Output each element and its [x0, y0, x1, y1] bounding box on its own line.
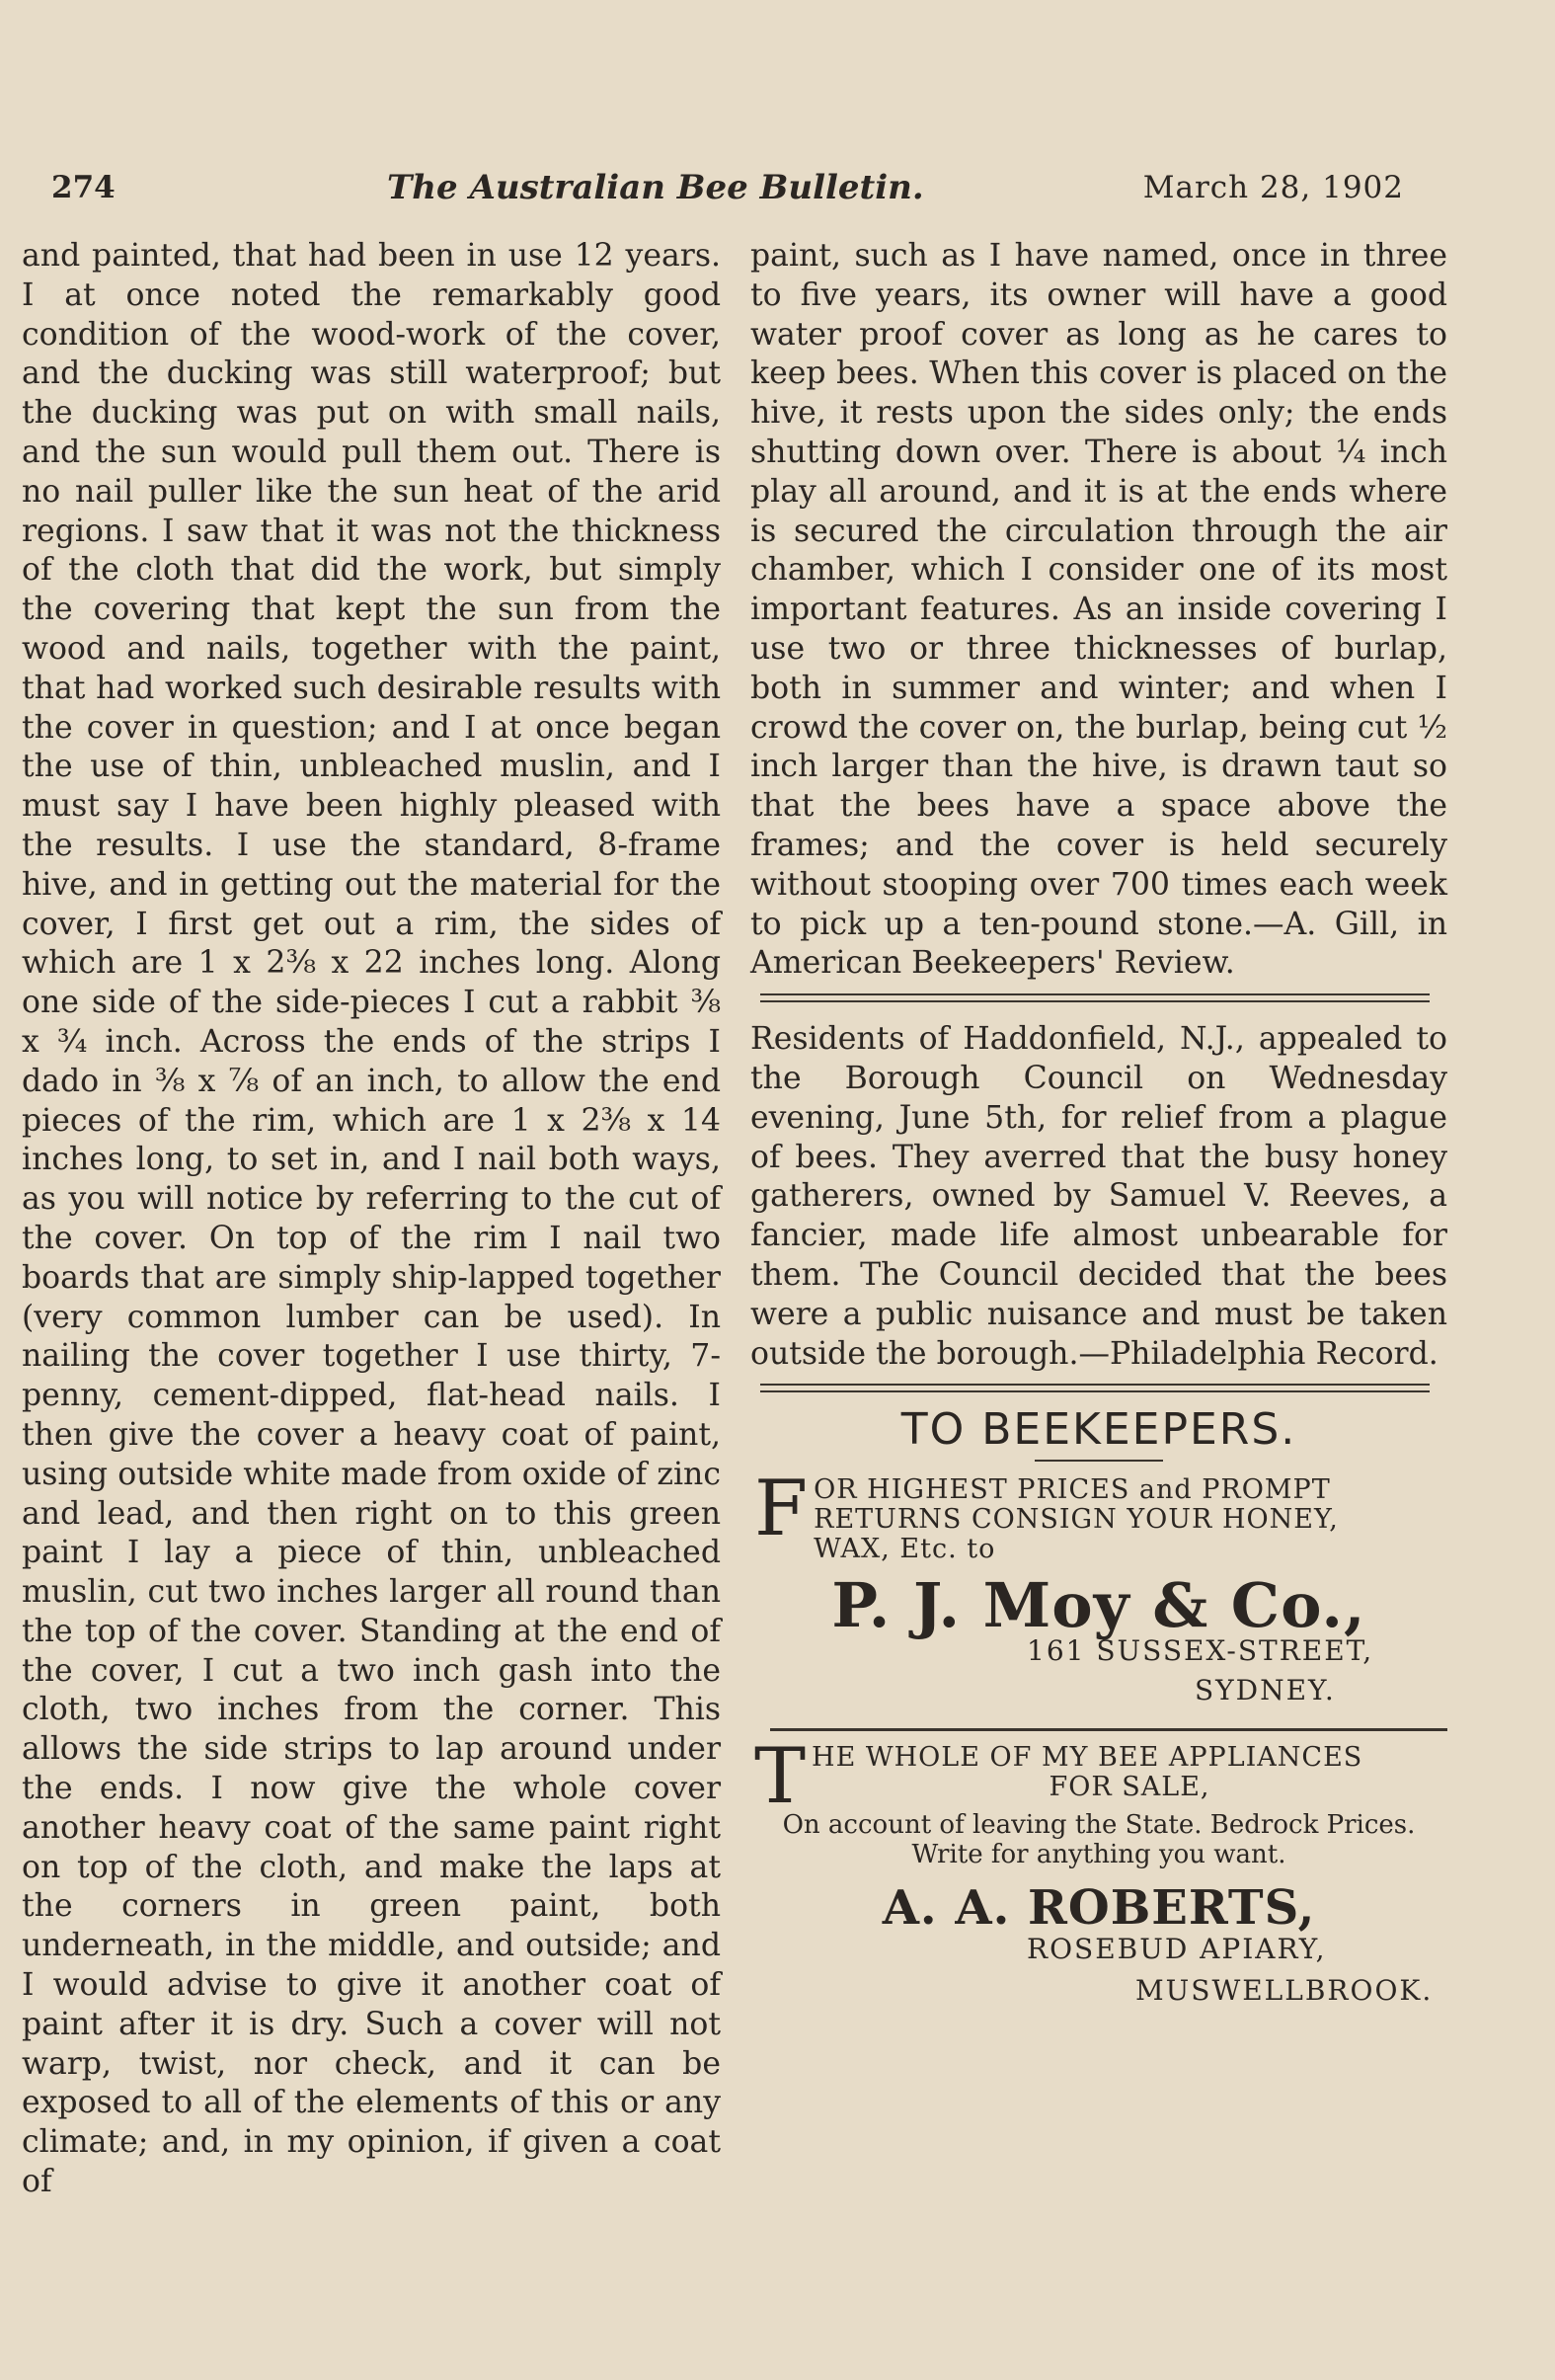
ad-line: OR HIGHEST PRICES and PROMPT — [814, 1474, 1331, 1506]
section-divider — [760, 993, 1430, 1002]
news-item-haddonfield: Residents of Haddonfield, N.J., appealed to the Borough Council on Wednesday evening, June 5th, for relief from a plague of bees. They averred that the busy honey gatherers, owned by Samuel V. Reeves, a fancier, made life almost unbearable for them. The Council decided that the bees were a public nuisance and must be taken outside the borough.—Philadelphia Record. — [750, 1021, 1447, 1372]
ad-title: TO BEEKEEPERS. — [900, 1404, 1297, 1456]
ad-line: RETURNS CONSIGN YOUR HONEY, — [814, 1504, 1339, 1536]
ad-divider — [770, 1728, 1447, 1731]
advertisement-moy — [750, 1404, 1447, 1710]
ad2-line: HE WHOLE OF MY BEE APPLIANCES — [812, 1741, 1363, 1773]
ad2-body — [750, 1731, 1447, 1869]
ad2-dropcap: T — [754, 1731, 807, 1821]
ad-dropcap: F — [754, 1465, 809, 1554]
ad2-town: MUSWELLBROOK. — [1135, 1973, 1434, 2007]
ad-address — [750, 1631, 1447, 1710]
ad2-address — [750, 1929, 1447, 2012]
page-number: 274 — [51, 170, 116, 205]
right-column — [750, 237, 1447, 2012]
ad2-line: Write for anything you want. — [911, 1839, 1286, 1869]
ad2-seller-name: A. A. ROBERTS, — [882, 1879, 1316, 1936]
issue-date: March 28, 1902 — [1142, 170, 1404, 205]
ad-body — [750, 1465, 1447, 1565]
ad-line: WAX, Etc. to — [814, 1534, 996, 1565]
section-divider-2 — [760, 1384, 1430, 1392]
ad-city: SYDNEY. — [1195, 1673, 1336, 1706]
ad2-line: FOR SALE, — [1049, 1771, 1210, 1802]
left-column — [22, 237, 721, 2202]
left-column-text: and painted, that had been in use 12 years. I at once noted the remarkably good condition of the wood-work of the cover, and the ducking was still waterproof; but the ducking was put on with small nails, and the sun would pull them out. There is no nail puller like the sun heat of the arid regions. I saw that it was not the thickness of the cloth that did the work, but simply the covering that kept the sun from the wood and nails, together with the paint, that had worked such desirable results with the cover in question; and I at once began the use of thin, unbleached muslin, and I must say I have been highly pleased with the results. I use the standard, 8-frame hive, and in getting out the material for the cover, I first get out a rim, the sides of which are 1 x 2⅜ x 22 inches long. Along one side of the side-pieces I cut a rabbit ⅜ x ¾ inch. Across the ends of the strips I dado in ⅜ x ⅞ of an inch, to allow the end pieces of the rim, which are 1 x 2⅜ x 14 inches long, to set in, and I nail both ways, as you will notice by referring to the cut of the cover. On top of the rim I nail two boards that are simply ship-lapped together (very common lumber can be used). In nailing the cover together I use thirty, 7-penny, cement-dipped, flat-head nails. I then give the cover a heavy coat of paint, using outside white made from oxide of zinc and lead, and then right on to this green paint I lay a piece of thin, unbleached muslin, cut two inches larger all round than the top of the cover. Standing at the end of the cover, I cut a two inch gash into the cloth, two inches from the corner. This allows the side strips to lap around under the ends. I now give the whole cover another heavy coat of the same paint right on top of the cloth, and make the laps at the corners in green paint, both underneath, in the middle, and outside; and I would advise to give it another coat of paint after it is dry. Such a cover will not warp, twist, nor check, and it can be exposed to all of the elements of this or any climate; and, in my opinion, if given a coat of — [22, 238, 721, 2200]
ad-street: 161 SUSSEX-STREET, — [1027, 1633, 1374, 1667]
ad-title-rule — [1035, 1460, 1163, 1462]
ad-company-name: P. J. Moy & Co., — [831, 1569, 1366, 1642]
ad2-line: On account of leaving the State. Bedrock Prices. — [782, 1809, 1416, 1840]
publication-title: The Australian Bee Bulletin. — [387, 168, 924, 207]
advertisement-roberts — [750, 1731, 1447, 2012]
ad2-place: ROSEBUD APIARY, — [1027, 1932, 1327, 1965]
article-continuation: paint, such as I have named, once in three to five years, its owner will have a good water proof cover as long as he cares to keep bees. When this cover is placed on the hive, it rests upon the sides only; the ends shutting down over. There is about ¼ inch play all around, and it is at the ends where is secured the circulation through the air chamber, which I consider one of its most important features. As an inside covering I use two or three thicknesses of burlap, both in summer and winter; and when I crowd the cover on, the burlap, being cut ½ inch larger than the hive, is drawn taut so that the bees have a space above the frames; and the cover is held securely without stooping over 700 times each week to pick up a ten-pound stone.—A. Gill, in American Beekeepers' Review. — [750, 238, 1447, 982]
page-header — [51, 170, 1404, 217]
